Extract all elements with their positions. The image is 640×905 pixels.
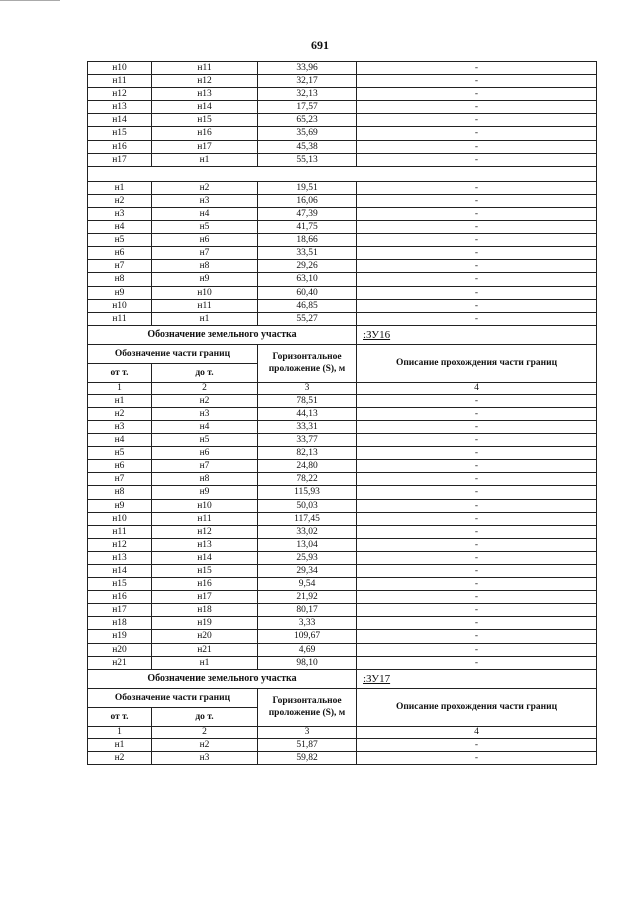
horizontal-distance: 44,13 <box>258 407 357 420</box>
horizontal-distance: 33,96 <box>258 62 357 75</box>
boundary-description: - <box>357 153 597 166</box>
from-point: н11 <box>88 525 152 538</box>
from-point: н14 <box>88 565 152 578</box>
zu17-colnum-1: 1 <box>88 726 152 738</box>
table-row <box>88 75 597 88</box>
zu17-colnum-2: 2 <box>152 726 258 738</box>
horizontal-distance: 55,27 <box>258 312 357 325</box>
to-point: н15 <box>152 114 258 127</box>
horizontal-distance: 32,17 <box>258 75 357 88</box>
table-row <box>88 738 597 751</box>
boundary-description: - <box>357 434 597 447</box>
page-number: 691 <box>311 38 329 52</box>
zu16-to-header: до т. <box>152 363 258 382</box>
from-point: н1 <box>88 738 152 751</box>
to-point: н15 <box>152 565 258 578</box>
from-point: н1 <box>88 394 152 407</box>
from-point: н9 <box>88 286 152 299</box>
horizontal-distance: 32,13 <box>258 88 357 101</box>
from-point: н7 <box>88 473 152 486</box>
horizontal-distance: 60,40 <box>258 286 357 299</box>
horizontal-distance: 65,23 <box>258 114 357 127</box>
horizontal-distance: 33,77 <box>258 434 357 447</box>
table-row <box>88 643 597 656</box>
from-point: н1 <box>88 181 152 194</box>
zu16-rows <box>88 394 597 669</box>
to-point: н3 <box>152 194 258 207</box>
boundary-description: - <box>357 591 597 604</box>
zu16-desc-header: Описание прохождения части границ <box>357 344 597 382</box>
zu17-desc-header: Описание прохождения части границ <box>357 688 597 726</box>
table-row <box>88 751 597 764</box>
zu16-colnum-3: 3 <box>258 382 357 394</box>
table-row <box>88 194 597 207</box>
to-point: н5 <box>152 434 258 447</box>
table-row <box>88 207 597 220</box>
table-row <box>88 630 597 643</box>
section-separator <box>88 166 597 181</box>
table-row <box>88 565 597 578</box>
to-point: н10 <box>152 499 258 512</box>
horizontal-distance: 18,66 <box>258 234 357 247</box>
to-point: н14 <box>152 101 258 114</box>
boundary-description: - <box>357 643 597 656</box>
to-point: н19 <box>152 617 258 630</box>
zu17-value: :ЗУ17 <box>357 669 597 688</box>
from-point: н14 <box>88 114 152 127</box>
to-point: н11 <box>152 512 258 525</box>
to-point: н9 <box>152 273 258 286</box>
boundary-description: - <box>357 75 597 88</box>
boundary-description: - <box>357 512 597 525</box>
horizontal-distance: 50,03 <box>258 499 357 512</box>
table-row <box>88 394 597 407</box>
table-row <box>88 604 597 617</box>
zu16-label: Обозначение земельного участка <box>88 325 357 344</box>
boundary-description: - <box>357 299 597 312</box>
from-point: н3 <box>88 420 152 433</box>
from-point: н11 <box>88 312 152 325</box>
from-point: н13 <box>88 551 152 564</box>
boundary-description: - <box>357 751 597 764</box>
zu17-to-header: до т. <box>152 707 258 726</box>
table-row <box>88 273 597 286</box>
boundary-description: - <box>357 207 597 220</box>
boundary-description: - <box>357 140 597 153</box>
table-row <box>88 434 597 447</box>
zu16-colnum-2: 2 <box>152 382 258 394</box>
horizontal-distance: 29,34 <box>258 565 357 578</box>
table-row <box>88 299 597 312</box>
from-point: н8 <box>88 486 152 499</box>
boundary-description: - <box>357 617 597 630</box>
to-point: н6 <box>152 234 258 247</box>
from-point: н12 <box>88 88 152 101</box>
horizontal-distance: 41,75 <box>258 221 357 234</box>
boundary-description: - <box>357 538 597 551</box>
to-point: н8 <box>152 260 258 273</box>
boundary-description: - <box>357 88 597 101</box>
boundary-description: - <box>357 486 597 499</box>
boundary-description: - <box>357 551 597 564</box>
table-row <box>88 447 597 460</box>
from-point: н17 <box>88 153 152 166</box>
horizontal-distance: 78,22 <box>258 473 357 486</box>
boundary-description: - <box>357 473 597 486</box>
from-point: н19 <box>88 630 152 643</box>
table-row <box>88 181 597 194</box>
from-point: н5 <box>88 234 152 247</box>
boundary-description: - <box>357 260 597 273</box>
horizontal-distance: 19,51 <box>258 181 357 194</box>
from-point: н12 <box>88 538 152 551</box>
to-point: н1 <box>152 312 258 325</box>
boundary-description: - <box>357 394 597 407</box>
table-row <box>88 486 597 499</box>
boundary-description: - <box>357 407 597 420</box>
boundary-description: - <box>357 221 597 234</box>
from-point: н2 <box>88 751 152 764</box>
boundary-description: - <box>357 565 597 578</box>
horizontal-distance: 24,80 <box>258 460 357 473</box>
to-point: н17 <box>152 140 258 153</box>
from-point: н4 <box>88 221 152 234</box>
table-row <box>88 114 597 127</box>
to-point: н2 <box>152 394 258 407</box>
to-point: н10 <box>152 286 258 299</box>
table-row <box>88 473 597 486</box>
to-point: н4 <box>152 207 258 220</box>
horizontal-distance: 63,10 <box>258 273 357 286</box>
to-point: н16 <box>152 127 258 140</box>
table-row <box>88 499 597 512</box>
from-point: н8 <box>88 273 152 286</box>
table-row <box>88 260 597 273</box>
zu16-colnum-1: 1 <box>88 382 152 394</box>
to-point: н2 <box>152 738 258 751</box>
from-point: н15 <box>88 578 152 591</box>
boundary-description: - <box>357 114 597 127</box>
boundary-description: - <box>357 273 597 286</box>
table-row <box>88 234 597 247</box>
horizontal-distance: 3,33 <box>258 617 357 630</box>
to-point: н4 <box>152 420 258 433</box>
boundary-description: - <box>357 194 597 207</box>
table-row <box>88 538 597 551</box>
boundary-description: - <box>357 460 597 473</box>
to-point: н14 <box>152 551 258 564</box>
boundary-description: - <box>357 247 597 260</box>
scan-edge-mark <box>0 0 60 1</box>
boundary-description: - <box>357 312 597 325</box>
from-point: н9 <box>88 499 152 512</box>
horizontal-distance: 98,10 <box>258 656 357 669</box>
table-row <box>88 512 597 525</box>
zu17-header <box>88 669 597 738</box>
table-row <box>88 591 597 604</box>
table-row <box>88 140 597 153</box>
to-point: н1 <box>152 153 258 166</box>
horizontal-distance: 17,57 <box>258 101 357 114</box>
horizontal-distance: 80,17 <box>258 604 357 617</box>
horizontal-distance: 82,13 <box>258 447 357 460</box>
zu16-header <box>88 325 597 394</box>
boundary-description: - <box>357 127 597 140</box>
boundary-description: - <box>357 604 597 617</box>
boundary-description: - <box>357 234 597 247</box>
table-row <box>88 407 597 420</box>
boundary-description: - <box>357 738 597 751</box>
horizontal-distance: 47,39 <box>258 207 357 220</box>
horizontal-distance: 59,82 <box>258 751 357 764</box>
horizontal-distance: 33,51 <box>258 247 357 260</box>
from-point: н10 <box>88 299 152 312</box>
horizontal-distance: 55,13 <box>258 153 357 166</box>
horizontal-distance: 46,85 <box>258 299 357 312</box>
to-point: н12 <box>152 75 258 88</box>
horizontal-distance: 33,02 <box>258 525 357 538</box>
to-point: н3 <box>152 407 258 420</box>
from-point: н21 <box>88 656 152 669</box>
table-row <box>88 656 597 669</box>
from-point: н16 <box>88 591 152 604</box>
from-point: н6 <box>88 460 152 473</box>
table-row <box>88 221 597 234</box>
to-point: н8 <box>152 473 258 486</box>
from-point: н13 <box>88 101 152 114</box>
from-point: н2 <box>88 194 152 207</box>
table-row <box>88 525 597 538</box>
blank-separator-row <box>88 166 597 181</box>
to-point: н6 <box>152 447 258 460</box>
table-row <box>88 247 597 260</box>
zu17-colnum-4: 4 <box>357 726 597 738</box>
from-point: н7 <box>88 260 152 273</box>
boundary-description: - <box>357 420 597 433</box>
from-point: н11 <box>88 75 152 88</box>
horizontal-distance: 51,87 <box>258 738 357 751</box>
to-point: н18 <box>152 604 258 617</box>
horizontal-distance: 4,69 <box>258 643 357 656</box>
zu17-from-header: от т. <box>88 707 152 726</box>
from-point: н4 <box>88 434 152 447</box>
from-point: н17 <box>88 604 152 617</box>
horizontal-distance: 115,93 <box>258 486 357 499</box>
horizontal-distance: 35,69 <box>258 127 357 140</box>
to-point: н12 <box>152 525 258 538</box>
from-point: н2 <box>88 407 152 420</box>
horizontal-distance: 45,38 <box>258 140 357 153</box>
boundary-table <box>87 61 597 765</box>
table-row <box>88 153 597 166</box>
from-point: н15 <box>88 127 152 140</box>
to-point: н16 <box>152 578 258 591</box>
horizontal-distance: 25,93 <box>258 551 357 564</box>
section-a-rows <box>88 62 597 167</box>
boundary-description: - <box>357 447 597 460</box>
table-row <box>88 551 597 564</box>
table-row <box>88 578 597 591</box>
to-point: н11 <box>152 62 258 75</box>
to-point: н17 <box>152 591 258 604</box>
boundary-description: - <box>357 181 597 194</box>
to-point: н5 <box>152 221 258 234</box>
from-point: н20 <box>88 643 152 656</box>
section-b-rows <box>88 181 597 325</box>
to-point: н20 <box>152 630 258 643</box>
horizontal-distance: 117,45 <box>258 512 357 525</box>
from-point: н6 <box>88 247 152 260</box>
table-row <box>88 127 597 140</box>
table-row <box>88 312 597 325</box>
to-point: н9 <box>152 486 258 499</box>
zu17-label: Обозначение земельного участка <box>88 669 357 688</box>
horizontal-distance: 13,04 <box>258 538 357 551</box>
from-point: н10 <box>88 512 152 525</box>
horizontal-distance: 33,31 <box>258 420 357 433</box>
table-row <box>88 88 597 101</box>
zu16-colnum-4: 4 <box>357 382 597 394</box>
boundary-description: - <box>357 62 597 75</box>
horizontal-distance: 78,51 <box>258 394 357 407</box>
from-point: н18 <box>88 617 152 630</box>
zu16-part-header: Обозначение части границ <box>88 344 258 363</box>
zu16-from-header: от т. <box>88 363 152 382</box>
boundary-description: - <box>357 101 597 114</box>
table-row <box>88 460 597 473</box>
boundary-description: - <box>357 499 597 512</box>
to-point: н7 <box>152 460 258 473</box>
table-row <box>88 62 597 75</box>
table-row <box>88 286 597 299</box>
to-point: н13 <box>152 88 258 101</box>
zu16-horiz-header: Горизонтальное проложение (S), м <box>258 344 357 382</box>
boundary-description: - <box>357 286 597 299</box>
to-point: н1 <box>152 656 258 669</box>
zu17-horiz-header: Горизонтальное проложение (S), м <box>258 688 357 726</box>
from-point: н5 <box>88 447 152 460</box>
to-point: н3 <box>152 751 258 764</box>
zu17-part-header: Обозначение части границ <box>88 688 258 707</box>
boundary-description: - <box>357 630 597 643</box>
boundary-description: - <box>357 578 597 591</box>
boundary-description: - <box>357 656 597 669</box>
horizontal-distance: 21,92 <box>258 591 357 604</box>
to-point: н21 <box>152 643 258 656</box>
horizontal-distance: 29,26 <box>258 260 357 273</box>
horizontal-distance: 109,67 <box>258 630 357 643</box>
horizontal-distance: 16,06 <box>258 194 357 207</box>
horizontal-distance: 9,54 <box>258 578 357 591</box>
boundary-description: - <box>357 525 597 538</box>
zu16-value: :ЗУ16 <box>357 325 597 344</box>
zu17-rows <box>88 738 597 764</box>
table-row <box>88 101 597 114</box>
from-point: н3 <box>88 207 152 220</box>
table-row <box>88 420 597 433</box>
to-point: н2 <box>152 181 258 194</box>
table-row <box>88 617 597 630</box>
to-point: н7 <box>152 247 258 260</box>
from-point: н10 <box>88 62 152 75</box>
from-point: н16 <box>88 140 152 153</box>
to-point: н13 <box>152 538 258 551</box>
zu17-colnum-3: 3 <box>258 726 357 738</box>
to-point: н11 <box>152 299 258 312</box>
